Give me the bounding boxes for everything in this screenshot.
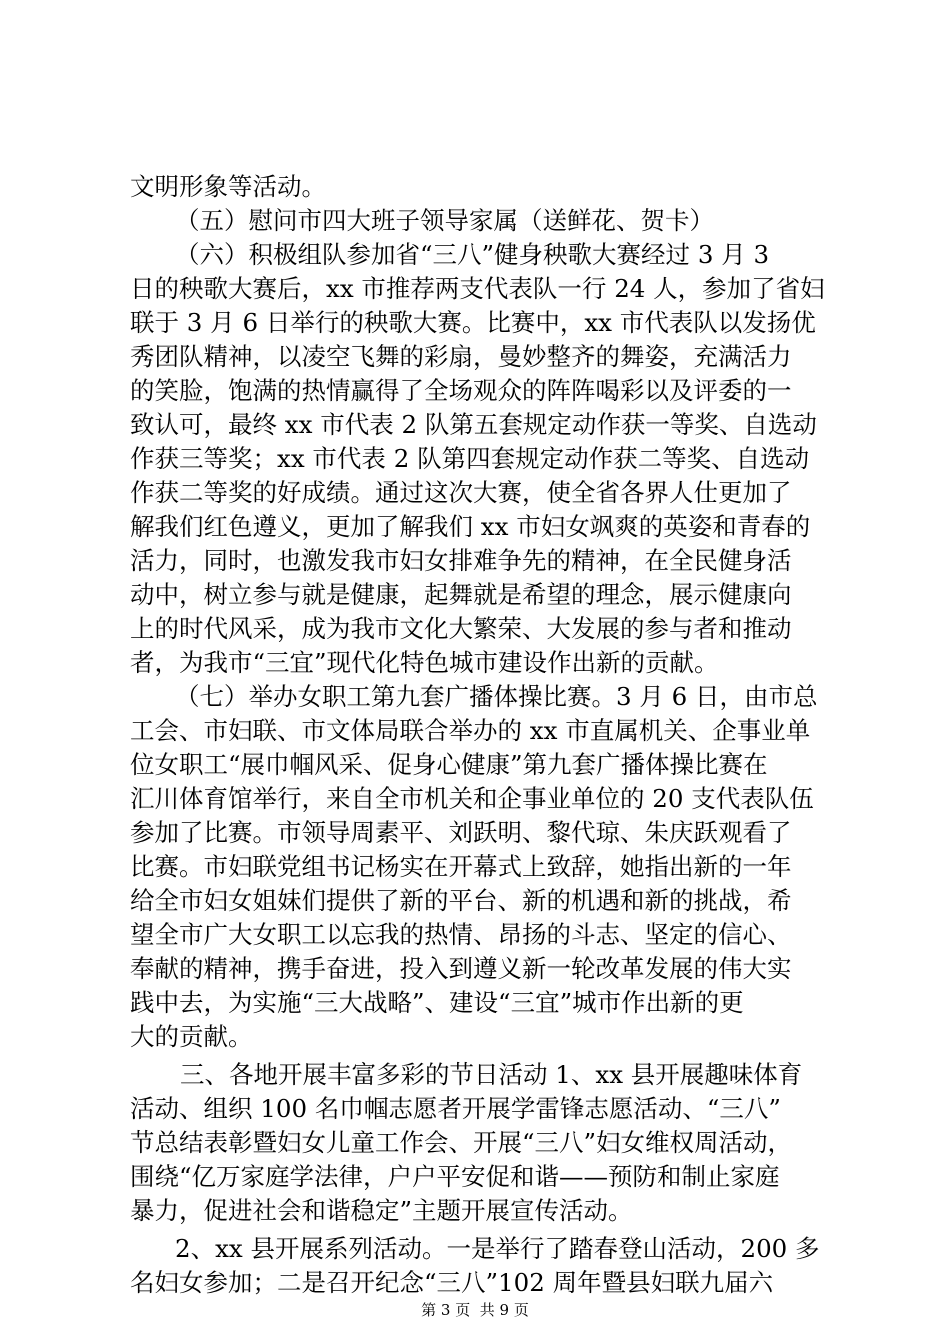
text-line: 作获二等奖的好成绩。通过这次大赛，使全省各界人仕更加了: [130, 478, 792, 507]
text-line: （七）举办女职工第九套广播体操比赛。3 月 6 日，由市总: [175, 682, 818, 711]
text-line: 活力，同时，也激发我市妇女排难争先的精神，在全民健身活: [130, 546, 792, 575]
text-line: 三、各地开展丰富多彩的节日活动 1、xx 县开展趣味体育: [180, 1060, 803, 1089]
text-line: 参加了比赛。市领导周素平、刘跃明、黎代琼、朱庆跃观看了: [130, 818, 792, 847]
text-line: 作获三等奖；xx 市代表 2 队第四套规定动作获二等奖、自选动: [130, 444, 810, 473]
text-line: 联于 3 月 6 日举行的秧歌大赛。比赛中，xx 市代表队以发扬优: [130, 308, 816, 337]
text-line: 文明形象等活动。: [130, 172, 326, 201]
text-line: 致认可，最终 xx 市代表 2 队第五套规定动作获一等奖、自选动: [130, 410, 817, 439]
text-line: 动中，树立参与就是健康，起舞就是希望的理念，展示健康向: [130, 580, 792, 609]
text-line: 暴力，促进社会和谐稳定”主题开展宣传活动。: [130, 1196, 633, 1225]
text-line: 大的贡献。: [130, 1022, 253, 1051]
text-line: 秀团队精神，以凌空飞舞的彩扇，曼妙整齐的舞姿，充满活力: [130, 342, 792, 371]
text-line: 解我们红色遵义，更加了解我们 xx 市妇女飒爽的英姿和青春的: [130, 512, 811, 541]
text-line: 望全市广大女职工以忘我的热情、昂扬的斗志、坚定的信心、: [130, 920, 792, 949]
text-line: （六）积极组队参加省“三八”健身秧歌大赛经过 3 月 3: [175, 240, 770, 269]
text-line: 上的时代风采，成为我市文化大繁荣、大发展的参与者和推动: [130, 614, 792, 643]
text-line: 工会、市妇联、市文体局联合举办的 xx 市直属机关、企事业单: [130, 716, 811, 745]
text-line: 比赛。市妇联党组书记杨实在开幕式上致辞，她指出新的一年: [130, 852, 792, 881]
text-line: 给全市妇女姐妹们提供了新的平台、新的机遇和新的挑战，希: [130, 886, 792, 915]
text-line: 日的秧歌大赛后，xx 市推荐两支代表队一行 24 人，参加了省妇: [130, 274, 825, 303]
text-line: 活动、组织 100 名巾帼志愿者开展学雷锋志愿活动、“三八”: [130, 1094, 781, 1123]
text-line: 位女职工“展巾帼风采、促身心健康”第九套广播体操比赛在: [130, 750, 768, 779]
text-line: 践中去，为实施“三大战略”、建设“三宜”城市作出新的更: [130, 988, 744, 1017]
page-footer: 第 3 页 共 9 页: [421, 1301, 529, 1319]
text-line: 名妇女参加；二是召开纪念“三八”102 周年暨县妇联九届六: [130, 1268, 774, 1297]
text-line: 奉献的精神，携手奋进，投入到遵义新一轮改革发展的伟大实: [130, 954, 792, 983]
text-line: 节总结表彰暨妇女儿童工作会、开展“三八”妇女维权周活动，: [130, 1128, 793, 1157]
text-line: 围绕“亿万家庭学法律，户户平安促和谐——预防和制止家庭: [130, 1162, 780, 1191]
text-line: （五）慰问市四大班子领导家属（送鲜花、贺卡）: [175, 206, 714, 235]
text-line: 的笑脸，饱满的热情赢得了全场观众的阵阵喝彩以及评委的一: [130, 376, 792, 405]
text-line: 者，为我市“三宜”现代化特色城市建设作出新的贡献。: [130, 648, 719, 677]
text-line: 2、xx 县开展系列活动。一是举行了踏春登山活动，200 多: [175, 1234, 820, 1263]
text-line: 汇川体育馆举行，来自全市机关和企事业单位的 20 支代表队伍: [130, 784, 814, 813]
